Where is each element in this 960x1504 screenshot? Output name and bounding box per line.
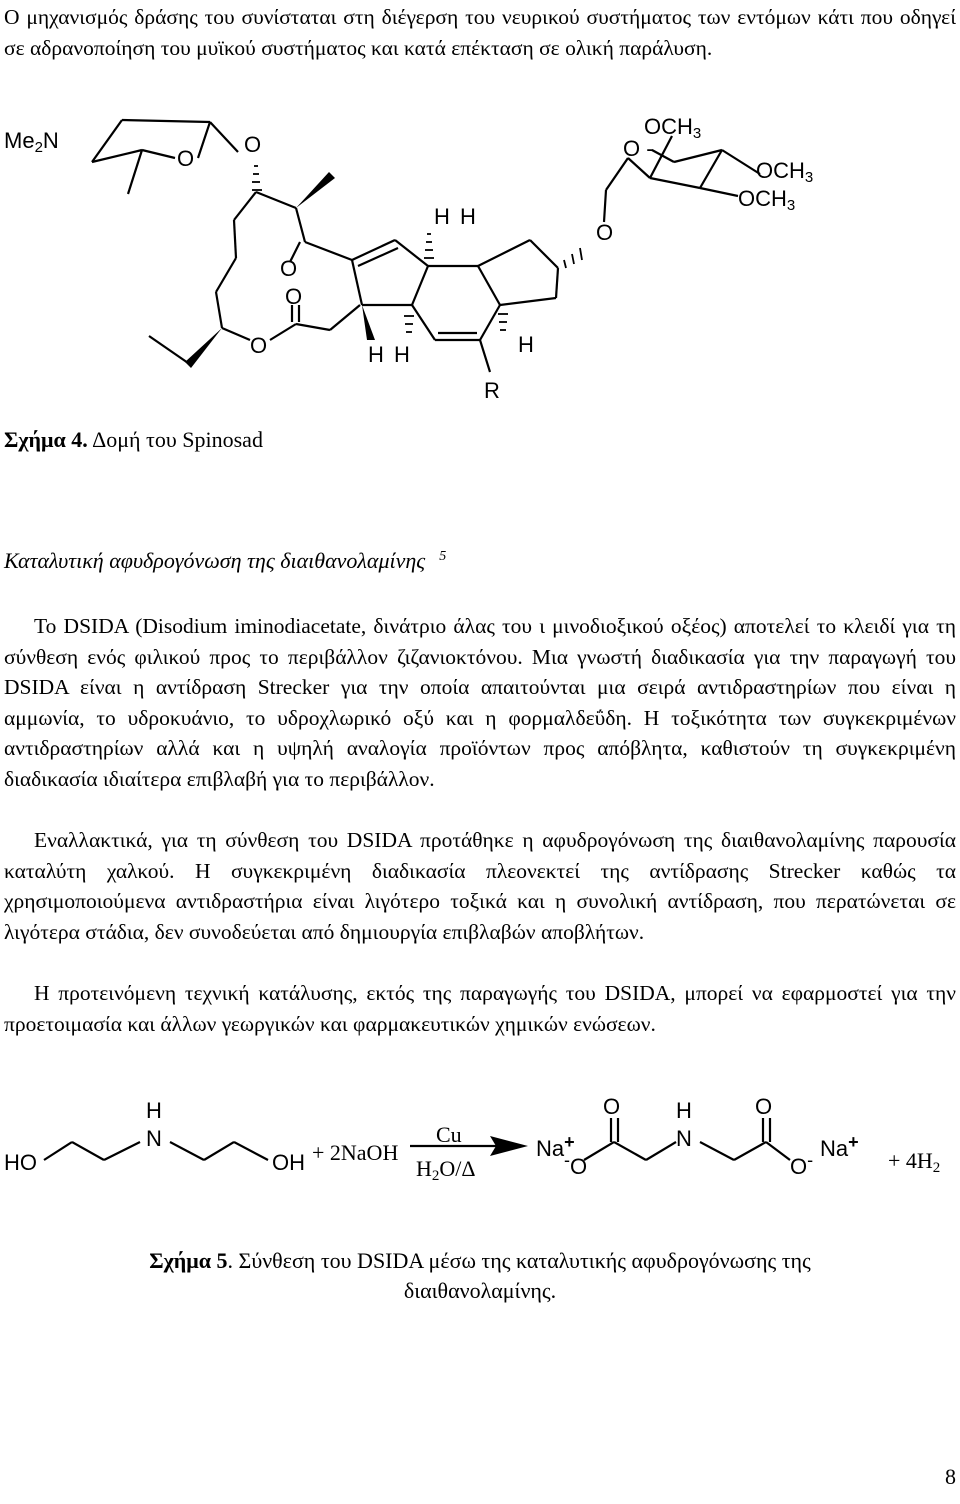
methoxy-label: OCH3 <box>644 114 702 142</box>
hydrogen-label: H <box>518 332 534 357</box>
product-amine-hydrogen: H <box>676 1098 692 1123</box>
ester-carbonyl-oxygen: O <box>285 284 303 309</box>
body-paragraph-3: Η προτεινόμενη τεχνική κατάλυσης, εκτός της παραγωγής του DSIDA, μπορεί να εφαρμοστεί για την προετοιμασία και άλλων γεωργικών και φαρμακευτικών χημικών ενώσεων. <box>4 981 956 1036</box>
sodium-cation-left: Na+ <box>536 1132 575 1161</box>
reference-number: 5 <box>439 548 447 564</box>
condition-h2o-heat: H2O/Δ <box>416 1156 476 1184</box>
reactant-ho: HO <box>4 1150 37 1175</box>
me2n-label: Me2N <box>4 128 59 156</box>
amine-nitrogen: N <box>146 1126 162 1151</box>
spinosad-structure <box>0 100 960 410</box>
hydrogen-label: H <box>368 342 384 367</box>
intro-paragraph: Ο μηχανισμός δράσης του συνίσταται στη διέγερση του νευρικού συστήματος των εντόμων κάτι που οδηγεί σε αδρανοποίηση του μυϊκού συστήματος και κατά επέκταση σε ολική παράλυση. <box>4 5 956 60</box>
amine-hydrogen: H <box>146 1098 162 1123</box>
linker-oxygen: O <box>596 220 614 245</box>
carbonyl-oxygen: O <box>755 1094 773 1119</box>
body-paragraph-1: Το DSIDA (Disodium iminodiacetate, δινάτριο άλας του ι μινοδιοξικού οξέος) αποτελεί το κλειδί για τη σύνθεση ενός φιλικού προς το περιβάλλον ζιζανιοκτόνου. Μια γνωστή διαδικασία για την παραγωγή του DSIDA είναι η αντίδραση Strecker για την οποία απαιτούνται μια σειρά αντιδραστηρίων που είναι η αμμωνία, το υδροκυάνιο, το υδροχλωρικό οξύ και η φορμαλδεΰδη. Η τοξικότητα των συγκεκριμένων αντιδραστηρίων αλλά και η υψηλή αναλογία προϊόντων προς απόβλητα, καθιστούν τη συγκεκριμένη διαδικασία ιδιαίτερα επιβλαβή για το περιβάλλον. <box>4 614 956 791</box>
hydrogen-label: H <box>460 204 476 229</box>
dsida-reaction-scheme <box>0 1090 960 1200</box>
carbonyl-oxygen: O <box>603 1094 621 1119</box>
body-paragraph-2: Εναλλακτικά, για τη σύνθεση του DSIDA προτάθηκε η αφυδρογόνωση της διαιθανολαμίνης παρουσία καταλύτη χαλκού. Η συγκεκριμένη διαδικασία πλεονεκτεί της αντίδρασης Strecker καθώς τα χρησιμοποιούμενα αντιδραστήρια είναι λιγότερο τοξικά και η συνολική αντίδραση, που περατώνεται σε λιγότερα στάδια, δεν συνοδεύεται από δημιουργία επιβλαβών αποβλήτων. <box>4 828 956 944</box>
ester-oxygen: O <box>250 333 268 358</box>
reactant-oh: OH <box>272 1150 305 1175</box>
carboxylate-oxygen-left: -O <box>564 1150 588 1179</box>
section-title: Καταλυτική αφυδρογόνωση της διαιθανολαμίνης $^5$ <box>4 548 447 573</box>
hydrogen-label: H <box>434 204 450 229</box>
product-hydrogen: + 4H2 <box>888 1148 941 1176</box>
ketone-oxygen: O <box>280 256 298 281</box>
reagent-naoh: + 2NaOH <box>312 1140 399 1165</box>
page-number: 8 <box>945 1464 956 1489</box>
methoxy-label: OCH3 <box>756 158 814 186</box>
sodium-cation-right: Na+ <box>820 1132 859 1161</box>
r-group-label: R <box>484 378 500 403</box>
ring-oxygen: O <box>177 146 195 171</box>
figure4-caption: Σχήμα 4. Δομή του Spinosad <box>4 427 263 452</box>
figure5-caption-line2: διαιθανολαμίνης. <box>403 1278 557 1303</box>
figure5-caption-line1: Σχήμα 5. Σύνθεση του DSIDA μέσω της καταλυτικής αφυδρογόνωσης της <box>149 1248 811 1273</box>
methoxy-label: OCH3 <box>738 186 796 214</box>
sugar-ring-oxygen: O - <box>623 136 654 161</box>
hydrogen-label: H <box>394 342 410 367</box>
glycosidic-oxygen: O <box>244 132 262 157</box>
catalyst-cu: Cu <box>436 1122 462 1147</box>
carboxylate-oxygen-right: O- <box>790 1150 814 1179</box>
product-amine-nitrogen: N <box>676 1126 692 1151</box>
